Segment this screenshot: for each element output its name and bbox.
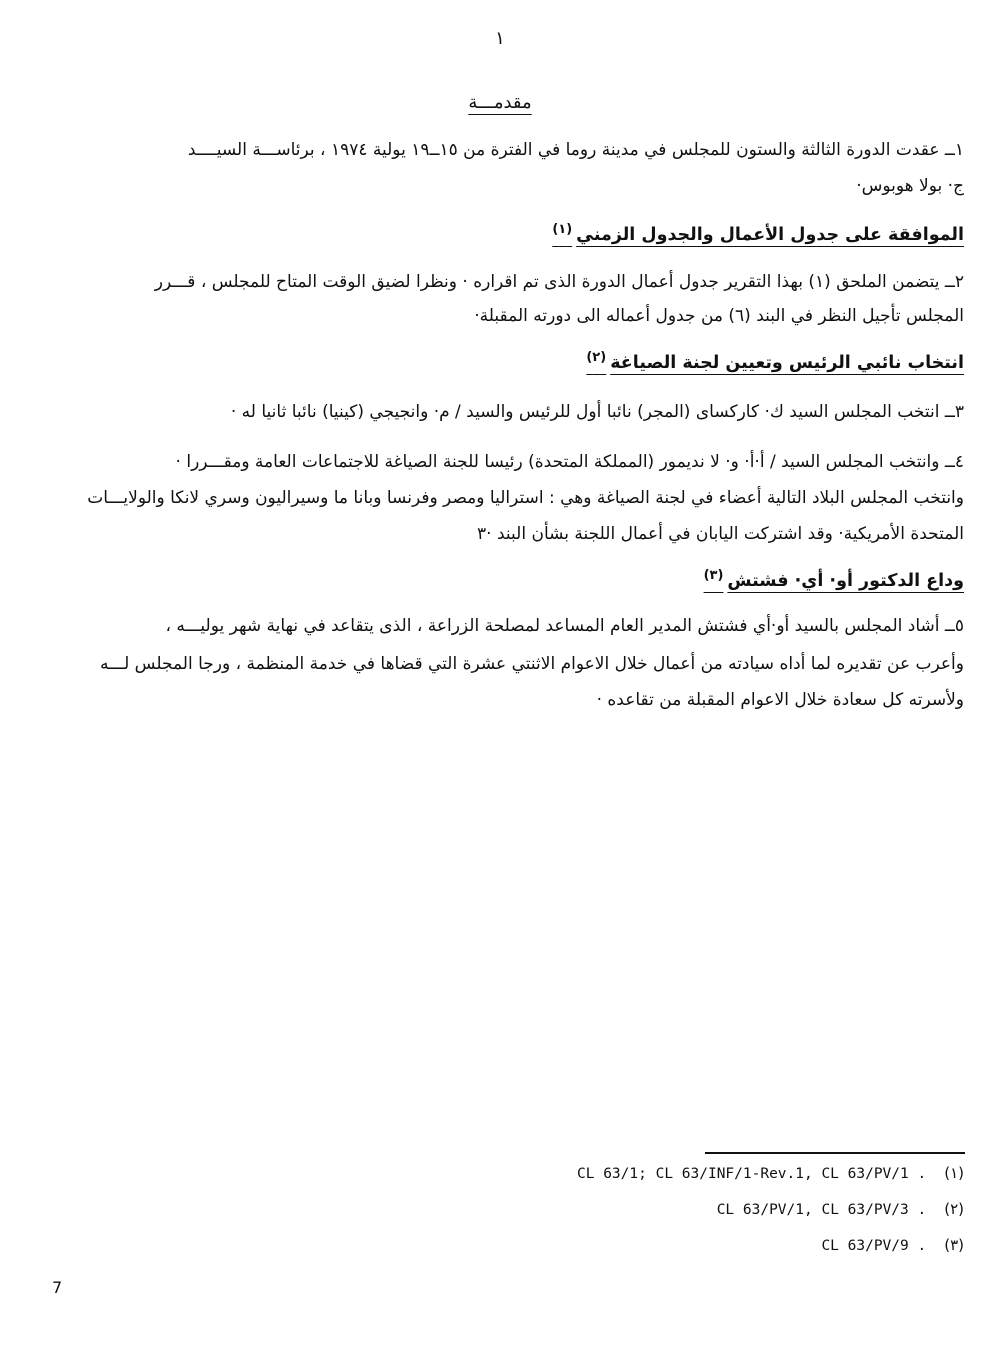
paragraph-3-line-1: ٣ــ انتخب المجلس السيد ك· كاركساى (المجر) نائبا أول للرئيس والسيد / م· وانجيجي (كينيا) نائبا ثانيا له · [230, 402, 964, 422]
paragraph-2-line-2: المجلس تأجيل النظر في البند (٦) من جدول أعماله الى دورته المقبلة· [474, 306, 964, 326]
footnote-1 [577, 1164, 964, 1182]
heading-election-text: انتخاب نائبي الرئيس وتعيين لجنة الصياغة [610, 352, 964, 373]
heading-farewell-footnote-ref: (٣) [703, 568, 724, 583]
paragraph-4-line-3: المتحدة الأمريكية· وقد اشتركت اليابان في أعمال اللجنة بشأن البند ·٣ [477, 524, 964, 544]
footnote-1-text: CL 63/1; CL 63/INF/1-Rev.1, CL 63/PV/1 . [577, 1166, 927, 1182]
footnote-separator [705, 1152, 965, 1154]
heading-election [586, 350, 964, 374]
heading-election-footnote-ref: (٢) [586, 350, 607, 365]
page-number-top: ١ [495, 28, 505, 49]
paragraph-4-line-2: وانتخب المجلس البلاد التالية أعضاء في لجنة الصياغة وهي : استراليا ومصر وفرنسا وبانا ما وسيراليون وسري لانكا والولايـــات [87, 488, 964, 508]
footnote-2-mark: (٢) [944, 1200, 964, 1218]
footnote-2 [717, 1200, 964, 1218]
heading-farewell-text: وداع الدكتور أو· أي· فشتش [727, 570, 964, 591]
page-number-bottom: 7 [52, 1278, 63, 1297]
heading-agenda-footnote-ref: (١) [552, 222, 573, 237]
heading-agenda-text: الموافقة على جدول الأعمال والجدول الزمني [576, 224, 964, 245]
footnote-1-mark: (١) [944, 1164, 964, 1182]
footnote-3-mark: (٣) [944, 1236, 964, 1254]
paragraph-1-line-1: ١ــ عقدت الدورة الثالثة والستون للمجلس في مدينة روما في الفترة من ١٥ــ١٩ يولية ١٩٧٤ ، برئاســـة السيــــد [187, 140, 964, 160]
paragraph-5-line-1: ٥ــ أشاد المجلس بالسيد أو·أي فشتش المدير العام المساعد لمصلحة الزراعة ، الذى يتقاعد في نهاية شهر يوليـــه ، [165, 616, 964, 636]
paragraph-5-line-3: ولأسرته كل سعادة خلال الاعوام المقبلة من تقاعده · [596, 690, 964, 710]
paragraph-5-line-2: وأعرب عن تقديره لما أداه سيادته من أعمال خلال الاعوام الاثنتي عشرة التي قضاها في خدمة المنظمة ، ورجا المجلس لـــه [100, 654, 964, 674]
section-title: مقدمـــة [468, 92, 532, 113]
footnote-3 [821, 1236, 964, 1254]
heading-agenda [552, 222, 964, 246]
footnote-2-text: CL 63/PV/1, CL 63/PV/3 . [716, 1202, 927, 1218]
footnote-3-text: CL 63/PV/9 . [821, 1238, 927, 1254]
heading-farewell [704, 568, 964, 592]
paragraph-1-line-2: ج· بولا هوبوس· [856, 176, 964, 196]
paragraph-4-line-1: ٤ــ وانتخب المجلس السيد / أ·أ· و· لا نديمور (المملكة المتحدة) رئيسا للجنة الصياغة للاجتماعات العامة ومقـــررا · [175, 452, 964, 472]
paragraph-2-line-1: ٢ــ يتضمن الملحق (١) بهذا التقرير جدول أعمال الدورة الذى تم اقراره · ونظرا لضيق الوقت المتاح للمجلس ، قـــرر [154, 272, 964, 292]
